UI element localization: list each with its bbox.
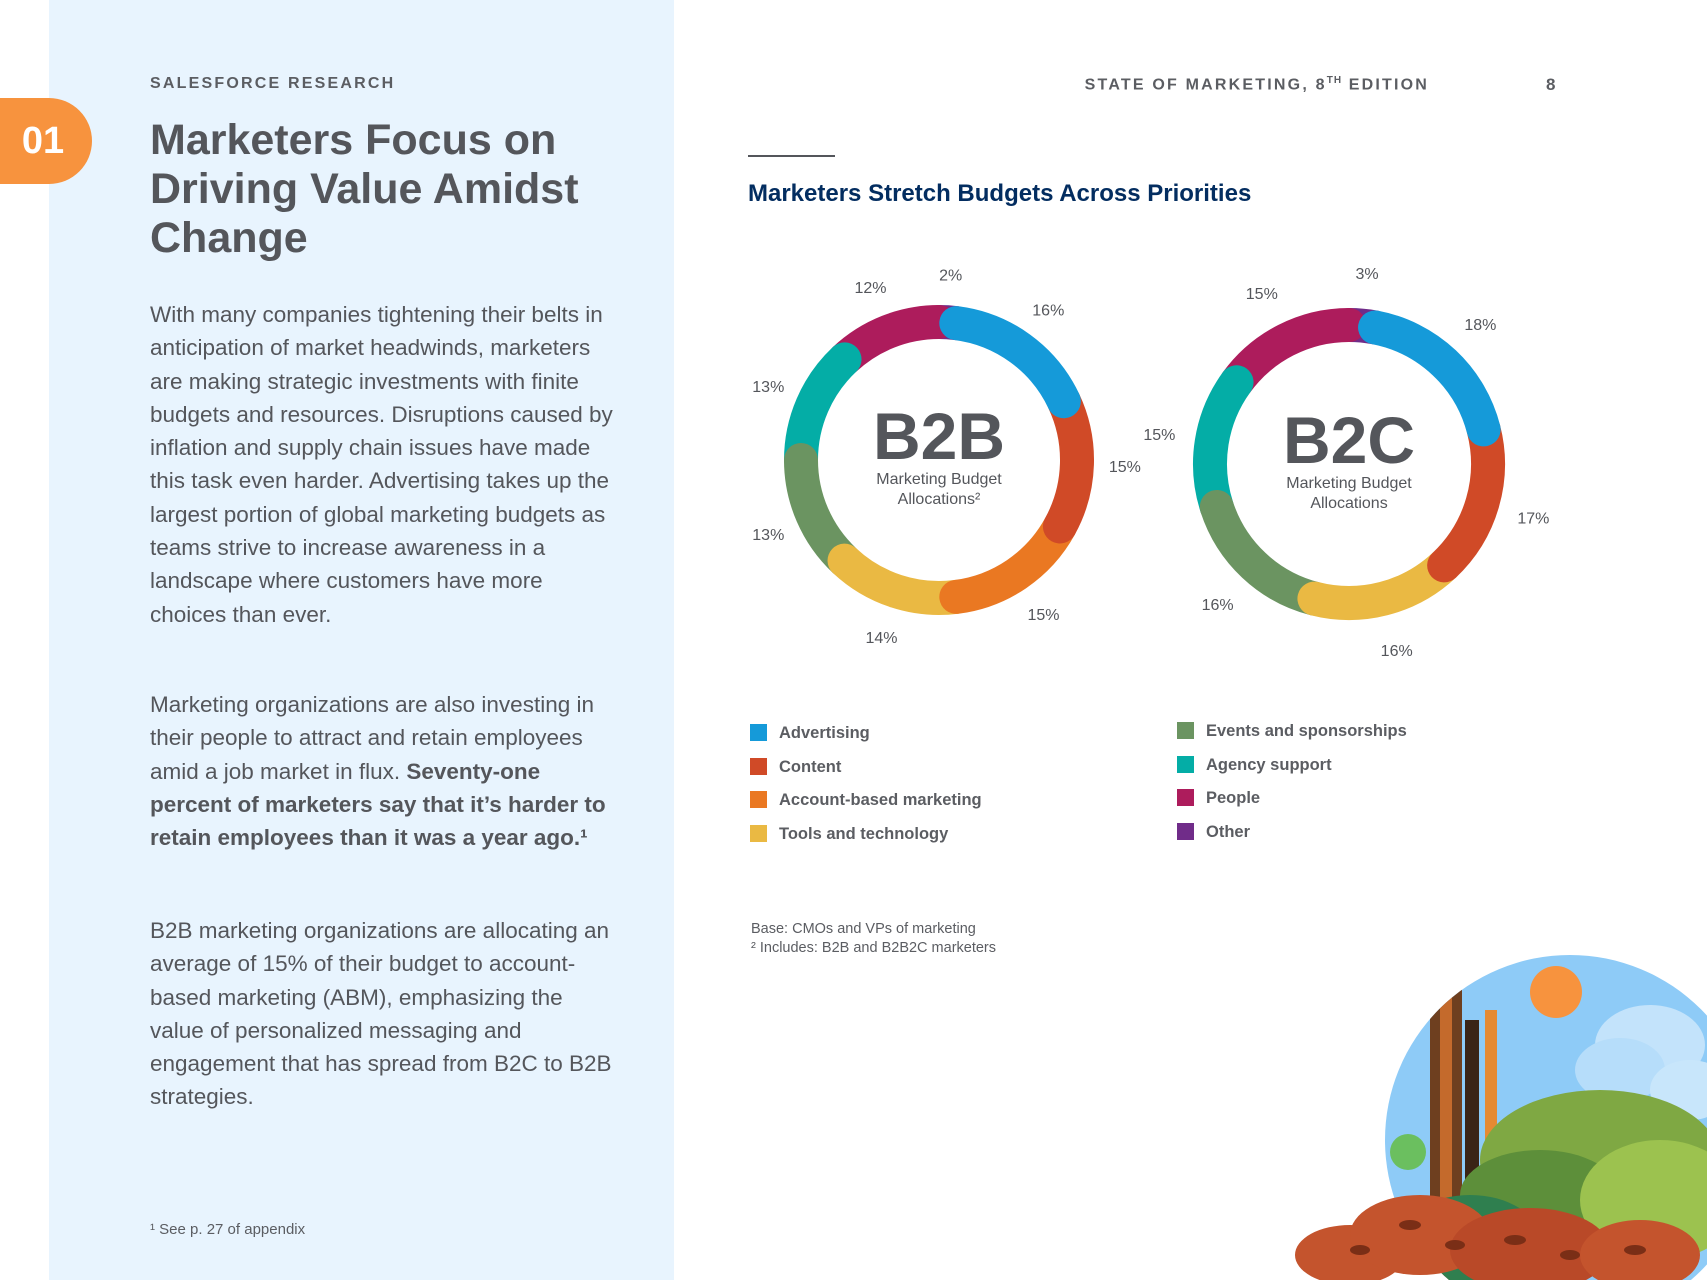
donut-value-label: 13% (752, 379, 785, 397)
base-footnote: ² Includes: B2B and B2B2C marketers (751, 940, 997, 956)
legend-left (750, 724, 982, 858)
legend-swatch (750, 825, 767, 842)
donut-segment-content (1060, 401, 1077, 526)
donut-value-label: 2% (939, 267, 963, 285)
legend-label: Advertising (779, 724, 870, 742)
donut-segment-account-based-marketing (956, 526, 1060, 596)
b2b-center-title: B2B (872, 399, 1006, 473)
donut-segment-events-and-sponsorships (1217, 507, 1315, 599)
legend-swatch (1177, 823, 1194, 840)
legend-label: Account-based marketing (779, 791, 982, 809)
legend-swatch (750, 758, 767, 775)
legend-label: Agency support (1206, 755, 1332, 774)
appendix-footnote: ¹ See p. 27 of appendix (150, 1221, 306, 1238)
b2c-center-title: B2C (1282, 403, 1416, 477)
body-paragraph-1: With many companies tightening their belts in anticipation of market headwinds, marketers are making strategic investments with finite budgets and resources. Disruptions caused by inflation and supply chain issues have made this task even harder. Advertising takes up the largest portion of global marketing budgets as teams strive to increase awareness in a landscape where customers have more choices than ever. (150, 302, 613, 627)
donut-segment-people (1237, 325, 1349, 382)
forest-illustration (1240, 950, 1707, 1280)
legend-label: Tools and technology (779, 824, 949, 843)
donut-segment-advertising (956, 323, 1064, 401)
chart-title: Marketers Stretch Budgets Across Priorities (748, 180, 1252, 207)
b2b-center-subtitle-1: Marketing Budget (876, 471, 1002, 488)
legend-swatch (750, 724, 767, 741)
legend-item (1177, 789, 1407, 823)
legend-item (1177, 823, 1407, 857)
edition-superscript: TH (1326, 75, 1343, 86)
donut-value-label: 12% (854, 280, 887, 298)
donut-value-label: 3% (1355, 265, 1379, 283)
legend-label: Events and sponsorships (1206, 722, 1407, 740)
b2b-center-subtitle-2: Allocations² (897, 491, 981, 508)
legend-swatch (1177, 789, 1194, 806)
donut-value-label: 16% (1032, 302, 1065, 320)
legend-label: Content (779, 757, 842, 776)
donut-segment-content (1444, 429, 1488, 565)
section-title: Marketers Focus on Driving Value Amidst Change (150, 116, 579, 262)
legend-item (1177, 722, 1407, 756)
body-paragraph-3: B2B marketing organizations are allocating an average of 15% of their budget to account-based marketing (ABM), emphasizing the value of personalized messaging and engagement that has spread from B2C to B2B strategies. (150, 918, 612, 1110)
donut-segment-agency-support (1210, 382, 1237, 507)
legend-swatch (1177, 722, 1194, 739)
body-paragraph-2-emphasis: Seventy-one percent of marketers say that it’s harder to retain employees than it was a year ago.¹ (150, 758, 606, 851)
donut-value-label: 13% (752, 526, 785, 544)
donut-value-label: 14% (865, 629, 898, 647)
legend-item (750, 758, 982, 792)
b2c-center-subtitle-1: Marketing Budget (1286, 475, 1412, 492)
legend-item (1177, 756, 1407, 790)
edition-suffix: EDITION (1342, 76, 1429, 94)
page-number: 8 (1546, 75, 1557, 94)
donut-value-label: 17% (1517, 510, 1550, 528)
body-paragraph-2 (150, 688, 620, 854)
legend-swatch (750, 791, 767, 808)
chapter-number-tab: 01 (0, 98, 92, 184)
legend-item (750, 791, 982, 825)
legend-item (750, 825, 982, 859)
legend-item (750, 724, 982, 758)
legend-label: People (1206, 789, 1261, 807)
body-paragraph-2-text: Marketing organizations are also investing in their people to attract and retain employees amid a job market in flux. (150, 692, 594, 784)
donut-value-label: 15% (1027, 606, 1060, 624)
brand-eyebrow: SALESFORCE RESEARCH (150, 75, 396, 92)
base-note: Base: CMOs and VPs of marketing (751, 921, 976, 937)
edition-prefix: STATE OF MARKETING, 8 (1084, 76, 1327, 94)
donut-value-label: 15% (1143, 427, 1176, 444)
legend-right (1177, 722, 1407, 856)
donut-value-label: 16% (1201, 597, 1234, 614)
legend-label: Other (1206, 822, 1251, 841)
donut-value-label: 15% (1108, 458, 1141, 476)
donut-value-label: 18% (1464, 317, 1497, 334)
donut-value-label: 16% (1380, 643, 1413, 660)
legend-swatch (1177, 756, 1194, 773)
b2c-center-subtitle-2: Allocations (1310, 495, 1388, 512)
donut-segment-tools-and-technology (845, 561, 957, 598)
donut-value-label: 15% (1245, 285, 1278, 303)
donut-segment-tools-and-technology (1314, 565, 1444, 603)
